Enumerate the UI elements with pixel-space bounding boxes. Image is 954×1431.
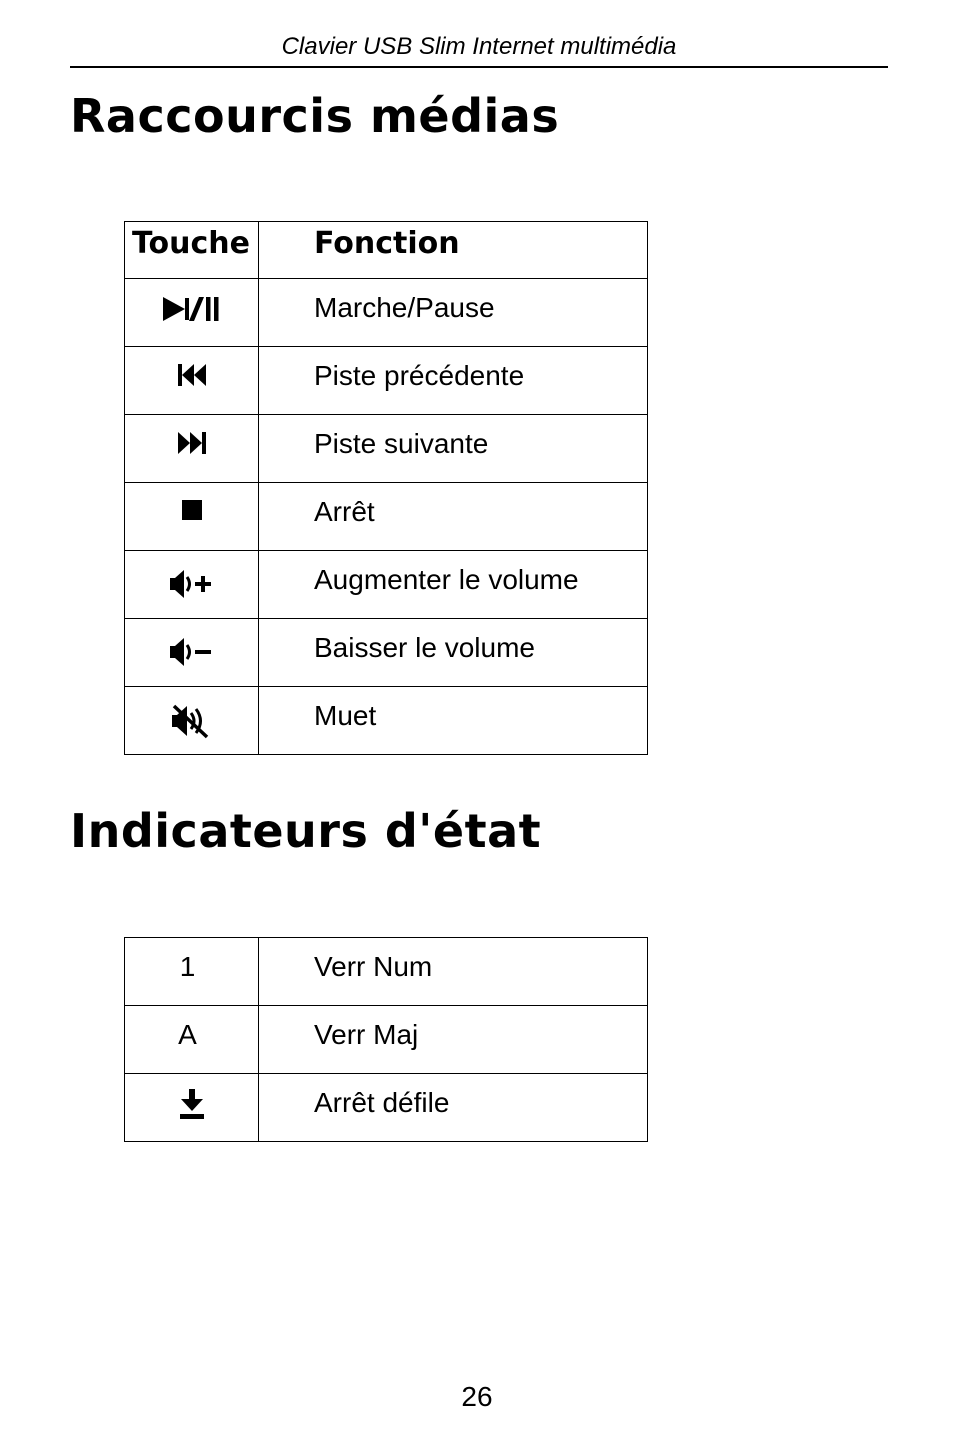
column-header-key: Touche (125, 222, 259, 279)
table-row (125, 279, 648, 347)
status-indicators-table (124, 937, 648, 1142)
function-cell: Verr Maj (259, 1006, 648, 1074)
key-cell (125, 619, 259, 687)
table-row (125, 619, 648, 687)
table-row (125, 483, 648, 551)
table-row (125, 551, 648, 619)
key-cell: 1 (125, 938, 259, 1006)
page-number: 26 (461, 1381, 493, 1412)
table-row (125, 1074, 648, 1142)
function-cell: Verr Num (259, 938, 648, 1006)
function-cell: Piste suivante (259, 415, 648, 483)
header-rule (70, 66, 888, 68)
table-header-row (125, 222, 648, 279)
key-cell (125, 551, 259, 619)
scroll-lock-icon (179, 1088, 205, 1120)
mute-icon (171, 703, 213, 739)
previous-track-icon (177, 363, 207, 387)
key-cell (125, 1074, 259, 1142)
function-cell: Arrêt (259, 483, 648, 551)
key-cell (125, 687, 259, 755)
volume-down-icon (169, 635, 215, 669)
media-shortcuts-table (124, 221, 648, 755)
volume-up-icon (169, 567, 215, 601)
table-row (125, 415, 648, 483)
key-cell (125, 347, 259, 415)
table-row (125, 1006, 648, 1074)
stop-icon (181, 499, 203, 521)
table-row (125, 687, 648, 755)
section-title-media-shortcuts: Raccourcis médias (70, 89, 560, 143)
key-cell (125, 415, 259, 483)
function-cell: Marche/Pause (259, 279, 648, 347)
function-cell: Arrêt défile (259, 1074, 648, 1142)
section-title-status-indicators: Indicateurs d'état (70, 804, 542, 858)
key-cell: A (125, 1006, 259, 1074)
function-cell: Piste précédente (259, 347, 648, 415)
key-cell (125, 483, 259, 551)
table-row (125, 347, 648, 415)
running-header: Clavier USB Slim Internet multimédia (281, 33, 677, 60)
next-track-icon (177, 431, 207, 455)
play-pause-icon (163, 295, 221, 323)
column-header-function: Fonction (259, 222, 648, 279)
function-cell: Muet (259, 687, 648, 755)
function-cell: Baisser le volume (259, 619, 648, 687)
key-cell (125, 279, 259, 347)
table-row (125, 938, 648, 1006)
function-cell: Augmenter le volume (259, 551, 648, 619)
